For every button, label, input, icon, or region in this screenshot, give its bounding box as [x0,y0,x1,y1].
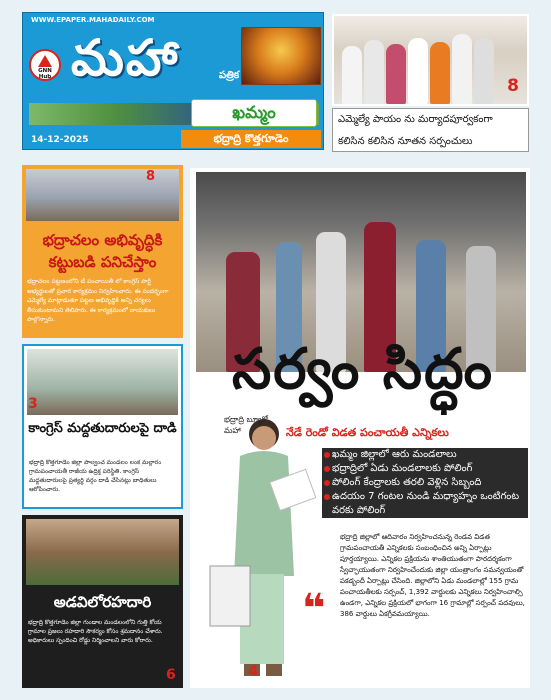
highlights-list [322,448,528,518]
logo-text: GNN Hub [38,68,52,80]
main-headline: సర్వం సిద్ధం [231,336,495,402]
story-body: భద్రాద్రి కొత్తగూడెం జిల్లా పాల్వంచ మండలం లంక మల్లారం గ్రామపంచాయతీ రాజీయ ఉద్రిక్త పరిస్థితి. కాంగ్రెస్ మద్దతుదారులపై ప్రత్యర్థి వర్గం దాడి చేసినట్లు బాధితులు ఆరోపించారు. [29,459,162,493]
bureau-credit: భద్రాద్రి బ్యూరో మహా [224,415,268,435]
edition-city: ఖమ్మం [191,99,317,127]
person-figure [452,34,472,104]
newspaper-subtitle: పత్రిక [219,70,240,81]
page-number: 4 [248,662,259,680]
newspaper-title: మహా [71,29,180,87]
deity-image [241,27,321,85]
page-number: 6 [166,667,176,683]
story-attack[interactable] [22,344,183,509]
headline-line: ఎమ్మెల్యే పాయం ను మర్యాదపూర్వకంగా [338,114,493,125]
woman-voter-illustration [190,416,316,686]
story-headline: అడవిలోరహదారి [53,593,152,611]
story-photo [26,519,179,585]
story-forest-road[interactable] [22,515,183,688]
person-figure [430,42,450,104]
list-item: పోలింగ్ కేంద్రాలకు తరలి వెళ్లిన సిబ్బంది [322,476,528,490]
story-photo [27,349,178,415]
story-body: భద్రాద్రి కొత్తగూడెం జిల్లా గుండాల మండలంలోని గుత్తి కోయ గ్రామాల ప్రజలు రహదారి సౌకర్యం కోసం శ్రమదానం చేశారు. అధికారులు స్పందించి రోడ్డు నిర్మించాలని వారు కోరారు. [28,619,163,644]
page-number: 8 [146,169,156,184]
list-item: ఖమ్మం జిల్లాలో ఆరు మండలాలు [322,448,528,462]
edition-district: భద్రాద్రి కొత్తగూడెం [181,130,321,148]
person-figure [474,38,494,104]
masthead [22,12,324,150]
website-url[interactable]: WWW.EPAPER.MAHADAILY.COM [31,16,155,24]
main-story [190,168,530,688]
story-body: భద్రాచలం పట్టణంలోని టీ పంచాయితీ లో కాంగ్రెస్ పార్టీ అభ్యర్థులతో ప్రచార కార్యక్రమం నిర్వహించారు. ఈ సందర్భంగా ఎమ్మెల్యే మాట్లాడుతూ పట్టణ అభివృద్ధికి అన్ని చర్యలు తీసుకుంటామని తెలిపారు. ఈ కార్యక్రమంలో నాయకులు పాల్గొన్నారు. [27,278,169,323]
logo-triangle-icon [38,55,52,67]
story-bhadrachalam[interactable] [22,165,183,338]
page-number: 8 [507,76,519,96]
top-story-headline[interactable] [332,108,529,152]
headline-line: కలిసిన కలిసిన నూతన సర్పంచులు [338,136,473,147]
story-headline: కాంగ్రెస్ మద్దతుదారులపై దాడి [28,421,177,436]
channel-logo [29,49,61,81]
person-figure [342,46,362,104]
story-photo [26,169,179,221]
person-figure [364,40,384,104]
quote-mark-icon: ❝ [302,586,326,632]
top-story-photo[interactable] [332,14,529,106]
edition-date: 14-12-2025 [31,135,89,145]
list-item: ఉదయం 7 గంటల నుండి మధ్యాహ్నం ఒంటిగంట వరకు పోలింగ్ [322,490,528,518]
person-figure [408,38,428,104]
list-item: భద్రాద్రిలో ఏడు మండలాలకు పోలింగ్ [322,462,528,476]
page-number: 3 [28,396,38,412]
main-deck: నేడే రెండో విడత పంచాయతీ ఎన్నికలు [286,426,449,439]
main-story-body: భద్రాద్రి జిల్లాలో ఆదివారం నిర్వహించనున్న రెండవ విడత గ్రామపంచాయతీ ఎన్నికలకు సంబంధించిన అన్ని ఏర్పాట్లు పూర్తయ్యాయి. ఎన్నికల ప్రక్రియను శాంతియుతంగా పారదర్శకంగా స్వేచ్ఛాయుతంగా నిర్వహించేందుకు జిల్లా యంత్రాంగం సమన్వయంతో పకడ్బందీ ఏర్పాట్లు చేసింది. జిల్లాలోని ఏడు మండలాల్లో 155 గ్రామ పంచాయతీలకు సర్పంచ్, 1,392 వార్డులకు ఎన్నికలు నిర్వహించాల్సి ఉండగా, ఎన్నికల ప్రక్రియలో భాగంగా 16 గ్రామాల్లో సర్పంచ్ పదవులు, 386 వార్డులు ఏకగ్రీవమయ్యాయి. [340,533,525,618]
person-figure [386,44,406,104]
story-headline: భద్రాచలం అభివృద్ధికి కట్టుబడి పనిచేస్తాం [42,231,163,271]
